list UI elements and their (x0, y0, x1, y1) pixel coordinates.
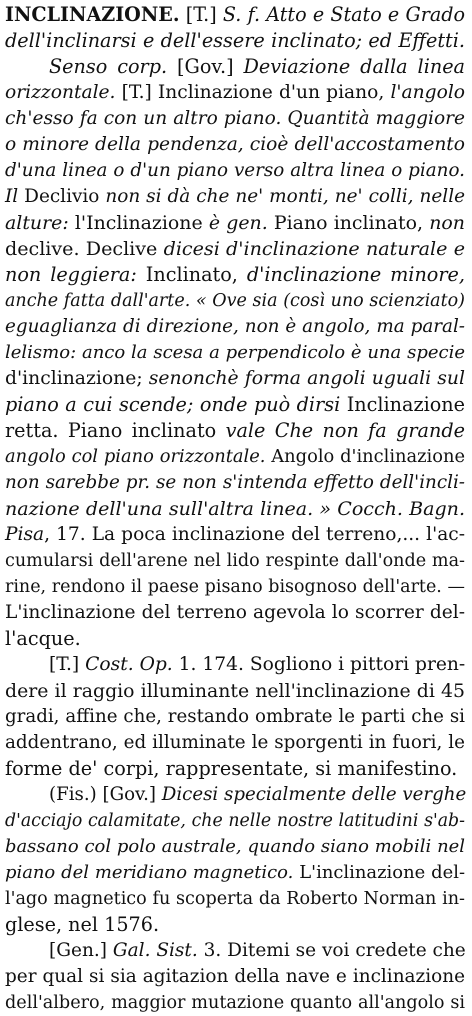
italic-text: Cost. Op. (85, 654, 173, 675)
roman-text: l'acque. (5, 627, 81, 650)
text-line (5, 28, 465, 54)
text-line (5, 548, 465, 574)
text-line (5, 106, 465, 132)
text-line (5, 496, 465, 522)
text-line (5, 678, 465, 704)
text-line (5, 340, 465, 366)
text-line (5, 158, 465, 184)
italic-text: piano a cui scende; onde può dirsi (5, 393, 341, 416)
text-line (5, 808, 465, 834)
roman-text: L'inclinazione del terreno agevola lo scorrer del- (5, 602, 465, 623)
roman-text: Piano inclinato, (267, 212, 430, 234)
text-line (5, 574, 465, 600)
italic-text: vale Che non fa grande (225, 419, 465, 442)
roman-text: l'Inclinazione (74, 212, 209, 234)
text-line (5, 392, 465, 418)
entry-text-column (5, 2, 465, 1016)
text-line (5, 652, 465, 678)
text-line (5, 288, 465, 314)
roman-text: retta. Piano inclinato (5, 419, 226, 442)
italic-text: Dicesi specialmente delle verghe (161, 784, 467, 805)
italic-text: d'inclinazione minore, (246, 263, 465, 286)
roman-text: cumularsi dell'arene nel lido respinte dall'onde ma- (5, 551, 465, 571)
roman-text: , 17. La poca inclinazione del terreno,... l'ac- (44, 524, 465, 545)
italic-text: eguaglianza di direzione, non è angolo, ma paral- (5, 316, 465, 337)
text-line (5, 444, 465, 470)
roman-text: dere il raggio illuminante nell'inclinazione di 45 (5, 680, 465, 702)
text-line (5, 314, 465, 340)
text-line (5, 704, 465, 730)
text-line (5, 522, 465, 548)
italic-text: anche fatta dall'arte. « Ove sia (così uno scienziato) (5, 291, 465, 311)
entry-headword: INCLINAZIONE. (5, 3, 180, 26)
text-line (5, 80, 465, 106)
roman-text: l'ago magnetico fu scoperta da Roberto Norman in- (5, 889, 465, 909)
text-line (5, 756, 465, 782)
text-line (5, 730, 465, 756)
text-line (5, 834, 465, 860)
italic-text: d'una linea o d'un piano verso altra linea o piano. (5, 160, 465, 181)
italic-text: non leggiera: (5, 263, 137, 286)
roman-text: Angolo d'inclinazione (265, 446, 465, 467)
text-line (5, 990, 465, 1016)
text-line (5, 860, 465, 886)
text-line (5, 418, 465, 444)
italic-text: d'acciajo calamitate, che nelle nostre latitudini s'ab- (5, 811, 465, 831)
italic-text: piano del meridiano magnetico. (5, 862, 294, 883)
italic-text: Deviazione dalla linea (243, 55, 465, 78)
text-line (5, 782, 465, 808)
roman-text: Declivio (24, 186, 106, 207)
text-line (5, 262, 465, 288)
italic-text: S. f. Atto e Stato e Grado (222, 3, 465, 26)
italic-text: dicesi d'inclinazione naturale e (163, 237, 465, 260)
italic-text: o minore della pendenza, cioè dell'accostamento (5, 134, 465, 155)
italic-text: non si dà che ne' monti, ne' colli, nelle (105, 186, 465, 207)
italic-text: è gen. (208, 212, 268, 234)
roman-text: addentrano, ed illuminate le sporgenti in fuori, le (5, 732, 465, 753)
italic-text: ch'esso fa con un altro piano. Quantità maggiore (5, 108, 465, 129)
italic-text: Gal. Sist. (112, 940, 198, 961)
text-line (5, 964, 465, 990)
italic-text: lelismo: anco la scesa a perpendicolo è una specie (5, 342, 465, 363)
text-line (5, 2, 465, 28)
roman-text: 3. Ditemi se voi credete che (197, 940, 466, 961)
text-line (5, 132, 465, 158)
text-line (5, 470, 465, 496)
italic-text: Senso corp. (49, 55, 168, 78)
roman-text: Inclinazione (340, 393, 465, 416)
roman-text: [T.] Inclinazione d'un piano, (115, 82, 391, 103)
roman-text: [Gen.] (49, 940, 113, 961)
roman-text: dell'albero, maggior mutazione quanto all'angolo si (5, 993, 465, 1013)
roman-text: [T.] (179, 3, 223, 26)
roman-text: per qual si sia agitazion della nave e inclinazione (5, 966, 465, 987)
text-line (5, 236, 465, 262)
roman-text: [T.] (49, 654, 86, 675)
roman-text: gradi, affine che, restando ombrate le parti che si (5, 706, 465, 727)
italic-text: bassano col polo australe, quando siano mobili nel (5, 836, 465, 857)
roman-text: glese, nel 1576. (5, 913, 160, 936)
text-line (5, 626, 465, 652)
italic-text: angolo col piano orizzontale. (5, 446, 266, 467)
italic-text: l'angolo (390, 82, 465, 103)
italic-text: non (429, 212, 465, 234)
text-line (5, 210, 465, 236)
text-line (5, 886, 465, 912)
italic-text: Il (5, 186, 25, 207)
roman-text: declive. Declive (5, 237, 164, 260)
italic-text: alture: (5, 212, 75, 234)
roman-text: d'inclinazione; (5, 368, 149, 389)
roman-text: 1. 174. Sogliono i pittori pren- (172, 654, 466, 675)
italic-text: orizzontale. (5, 82, 116, 103)
italic-text: dell'inclinarsi e dell'essere inclinato; ed Effetti. (5, 29, 465, 52)
italic-text: non sarebbe pr. se non s'intenda effetto dell'incli- (5, 472, 465, 493)
roman-text: (Fis.) [Gov.] (49, 784, 162, 805)
roman-text: Inclinato, (136, 263, 247, 286)
text-line (5, 54, 465, 80)
roman-text: [Gov.] (167, 55, 244, 78)
italic-text: Pisa (5, 524, 45, 545)
roman-text: L'inclinazione del- (293, 862, 466, 883)
text-line (5, 184, 465, 210)
text-line (5, 366, 465, 392)
roman-text: forme de' corpi, rappresentate, si manifestino. (5, 757, 458, 780)
italic-text: senonchè forma angoli uguali sul (148, 368, 465, 389)
text-line (5, 912, 465, 938)
roman-text: rine, rendono il paese pisano bisognoso dell'arte. — (5, 577, 465, 597)
italic-text: nazione dell'una sull'altra linea. » Cocch. Bagn. (5, 498, 465, 520)
text-line (5, 600, 465, 626)
text-line (5, 938, 465, 964)
